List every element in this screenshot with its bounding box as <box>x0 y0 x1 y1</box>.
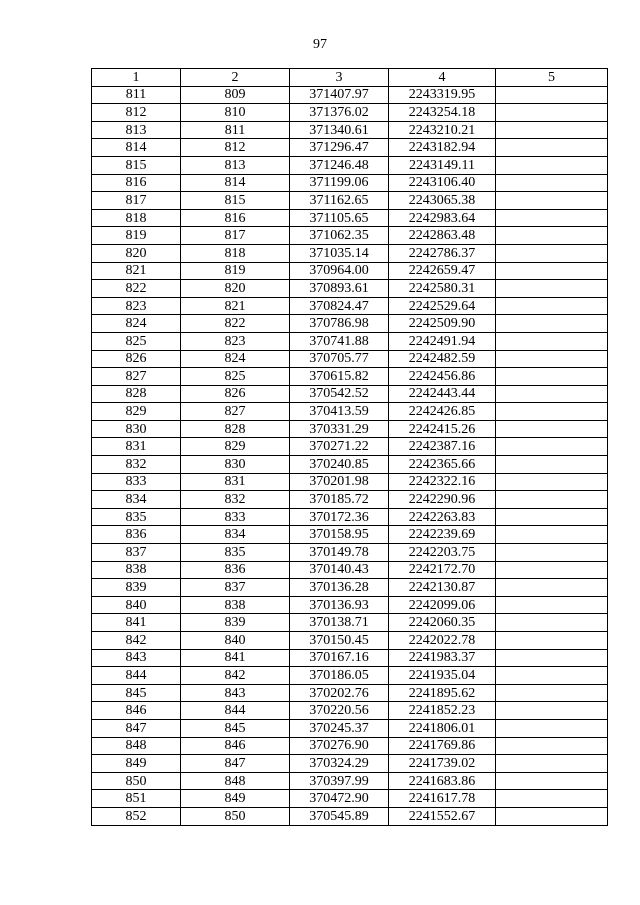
table-cell: 2242172.70 <box>389 561 496 579</box>
table-cell: 841 <box>181 649 290 667</box>
table-cell: 2242130.87 <box>389 579 496 597</box>
table-cell: 2242983.64 <box>389 209 496 227</box>
table-cell <box>496 596 608 614</box>
table-row <box>92 456 608 474</box>
table-cell: 2241983.37 <box>389 649 496 667</box>
table-cell: 823 <box>92 297 181 315</box>
table-cell: 835 <box>181 544 290 562</box>
table-cell: 832 <box>92 456 181 474</box>
table-cell: 371035.14 <box>290 244 389 262</box>
table-cell: 817 <box>92 192 181 210</box>
table-cell: 819 <box>181 262 290 280</box>
table-cell <box>496 104 608 122</box>
table-cell: 370413.59 <box>290 403 389 421</box>
table-cell: 816 <box>181 209 290 227</box>
table-row <box>92 86 608 104</box>
table-cell <box>496 772 608 790</box>
table-cell: 2242482.59 <box>389 350 496 368</box>
table-cell: 828 <box>92 385 181 403</box>
table-cell: 817 <box>181 227 290 245</box>
table-cell: 2242099.06 <box>389 596 496 614</box>
table-cell: 839 <box>181 614 290 632</box>
table-cell: 370136.93 <box>290 596 389 614</box>
table-cell: 2242509.90 <box>389 315 496 333</box>
table-row <box>92 702 608 720</box>
table-cell: 370615.82 <box>290 368 389 386</box>
table-cell: 370201.98 <box>290 473 389 491</box>
table-cell: 2242580.31 <box>389 280 496 298</box>
table-cell: 845 <box>92 684 181 702</box>
table-cell: 370705.77 <box>290 350 389 368</box>
table-cell <box>496 297 608 315</box>
table-cell <box>496 262 608 280</box>
table-cell: 810 <box>181 104 290 122</box>
table-cell: 819 <box>92 227 181 245</box>
table-row <box>92 350 608 368</box>
table-row <box>92 121 608 139</box>
table-cell: 370149.78 <box>290 544 389 562</box>
table-row <box>92 403 608 421</box>
table-cell: 2242415.26 <box>389 420 496 438</box>
table-cell: 370824.47 <box>290 297 389 315</box>
table-cell: 811 <box>92 86 181 104</box>
table-cell: 370741.88 <box>290 332 389 350</box>
table-cell <box>496 807 608 825</box>
column-header: 4 <box>389 69 496 87</box>
table-cell: 852 <box>92 807 181 825</box>
table-row <box>92 385 608 403</box>
table-cell: 847 <box>181 755 290 773</box>
table-cell: 846 <box>181 737 290 755</box>
table-cell: 2242529.64 <box>389 297 496 315</box>
table-cell: 816 <box>92 174 181 192</box>
table-row <box>92 139 608 157</box>
table-cell <box>496 280 608 298</box>
table-cell: 2242022.78 <box>389 632 496 650</box>
table-cell: 370220.56 <box>290 702 389 720</box>
table-cell: 838 <box>92 561 181 579</box>
table-row <box>92 262 608 280</box>
table-cell: 2241935.04 <box>389 667 496 685</box>
table-cell <box>496 719 608 737</box>
table-cell: 370545.89 <box>290 807 389 825</box>
table-cell <box>496 121 608 139</box>
table-cell: 370964.00 <box>290 262 389 280</box>
table-cell: 2243182.94 <box>389 139 496 157</box>
table-cell: 371062.35 <box>290 227 389 245</box>
table-row <box>92 332 608 350</box>
table-cell: 814 <box>92 139 181 157</box>
table-cell: 821 <box>181 297 290 315</box>
table-cell <box>496 614 608 632</box>
table-cell: 370202.76 <box>290 684 389 702</box>
table-cell: 833 <box>181 508 290 526</box>
table-cell: 848 <box>181 772 290 790</box>
table-row <box>92 649 608 667</box>
table-cell <box>496 156 608 174</box>
table-cell: 2241617.78 <box>389 790 496 808</box>
table-cell: 370472.90 <box>290 790 389 808</box>
table-cell <box>496 227 608 245</box>
table-cell <box>496 755 608 773</box>
table-row <box>92 297 608 315</box>
table-cell: 371162.65 <box>290 192 389 210</box>
table-cell: 848 <box>92 737 181 755</box>
table-cell: 840 <box>181 632 290 650</box>
table-cell: 820 <box>92 244 181 262</box>
table-cell: 834 <box>92 491 181 509</box>
table-cell: 2242322.16 <box>389 473 496 491</box>
table-cell: 2242263.83 <box>389 508 496 526</box>
table-cell: 371105.65 <box>290 209 389 227</box>
table-cell: 837 <box>181 579 290 597</box>
table-cell: 846 <box>92 702 181 720</box>
table-cell: 824 <box>181 350 290 368</box>
table-row <box>92 790 608 808</box>
table-cell: 2242290.96 <box>389 491 496 509</box>
table-cell: 832 <box>181 491 290 509</box>
table-row <box>92 579 608 597</box>
table-cell <box>496 508 608 526</box>
table-cell: 2241769.86 <box>389 737 496 755</box>
table-cell: 370324.29 <box>290 755 389 773</box>
table-cell: 825 <box>92 332 181 350</box>
table-cell <box>496 526 608 544</box>
table-row <box>92 614 608 632</box>
table-cell: 370172.36 <box>290 508 389 526</box>
table-cell <box>496 684 608 702</box>
table-cell: 2241739.02 <box>389 755 496 773</box>
table-cell <box>496 790 608 808</box>
table-cell <box>496 403 608 421</box>
table-cell: 831 <box>181 473 290 491</box>
table-cell: 830 <box>92 420 181 438</box>
table-cell: 370542.52 <box>290 385 389 403</box>
table-cell: 830 <box>181 456 290 474</box>
table-cell: 809 <box>181 86 290 104</box>
table-cell: 370186.05 <box>290 667 389 685</box>
table-cell <box>496 174 608 192</box>
table-cell: 371407.97 <box>290 86 389 104</box>
table-cell <box>496 438 608 456</box>
table-row <box>92 156 608 174</box>
table-cell: 370245.37 <box>290 719 389 737</box>
table-cell: 370138.71 <box>290 614 389 632</box>
table-cell: 826 <box>181 385 290 403</box>
table-cell: 370271.22 <box>290 438 389 456</box>
table-cell: 836 <box>181 561 290 579</box>
table-row <box>92 244 608 262</box>
table-cell: 370150.45 <box>290 632 389 650</box>
table-cell: 370158.95 <box>290 526 389 544</box>
table-cell: 842 <box>181 667 290 685</box>
table-cell: 2242426.85 <box>389 403 496 421</box>
table-cell: 825 <box>181 368 290 386</box>
table-cell: 813 <box>181 156 290 174</box>
table-cell: 839 <box>92 579 181 597</box>
table-row <box>92 473 608 491</box>
table-cell: 823 <box>181 332 290 350</box>
table-row <box>92 755 608 773</box>
table-cell: 371376.02 <box>290 104 389 122</box>
table-row <box>92 192 608 210</box>
table-cell: 371246.48 <box>290 156 389 174</box>
table-cell <box>496 209 608 227</box>
table-cell <box>496 544 608 562</box>
table-cell <box>496 368 608 386</box>
table-cell: 2243149.11 <box>389 156 496 174</box>
table-row <box>92 209 608 227</box>
table-cell: 2243106.40 <box>389 174 496 192</box>
table-cell: 2242491.94 <box>389 332 496 350</box>
table-cell: 2242203.75 <box>389 544 496 562</box>
table-cell: 2242365.66 <box>389 456 496 474</box>
table-cell: 812 <box>181 139 290 157</box>
column-header: 2 <box>181 69 290 87</box>
table-cell: 370136.28 <box>290 579 389 597</box>
table-cell <box>496 491 608 509</box>
table-row <box>92 807 608 825</box>
table-cell: 370331.29 <box>290 420 389 438</box>
table-row <box>92 719 608 737</box>
table-cell: 371296.47 <box>290 139 389 157</box>
table-cell: 2242786.37 <box>389 244 496 262</box>
table-row <box>92 596 608 614</box>
table-cell: 2242060.35 <box>389 614 496 632</box>
table-cell: 370786.98 <box>290 315 389 333</box>
table-cell: 845 <box>181 719 290 737</box>
table-cell: 371199.06 <box>290 174 389 192</box>
table-cell <box>496 385 608 403</box>
table-row <box>92 438 608 456</box>
table-cell: 812 <box>92 104 181 122</box>
table-row <box>92 315 608 333</box>
table-cell: 837 <box>92 544 181 562</box>
table-cell: 370185.72 <box>290 491 389 509</box>
table-cell <box>496 192 608 210</box>
table-row <box>92 561 608 579</box>
table-cell <box>496 632 608 650</box>
table-row <box>92 667 608 685</box>
table-cell: 844 <box>92 667 181 685</box>
column-header: 1 <box>92 69 181 87</box>
table-cell: 847 <box>92 719 181 737</box>
table-cell: 2243065.38 <box>389 192 496 210</box>
table-cell: 2241895.62 <box>389 684 496 702</box>
table-cell: 834 <box>181 526 290 544</box>
table-cell: 824 <box>92 315 181 333</box>
table-cell <box>496 139 608 157</box>
table-cell: 833 <box>92 473 181 491</box>
table-cell: 820 <box>181 280 290 298</box>
table-cell: 827 <box>181 403 290 421</box>
table-cell: 818 <box>181 244 290 262</box>
table-cell: 2241552.67 <box>389 807 496 825</box>
table-cell: 2243210.21 <box>389 121 496 139</box>
table-row <box>92 227 608 245</box>
table-cell: 811 <box>181 121 290 139</box>
column-header: 3 <box>290 69 389 87</box>
table-header-row <box>92 69 608 87</box>
table-cell: 815 <box>92 156 181 174</box>
table-row <box>92 508 608 526</box>
table-cell: 842 <box>92 632 181 650</box>
table-cell <box>496 579 608 597</box>
table-row <box>92 420 608 438</box>
table-cell <box>496 456 608 474</box>
table-row <box>92 684 608 702</box>
table-cell: 370893.61 <box>290 280 389 298</box>
table-row <box>92 491 608 509</box>
table-cell: 2241683.86 <box>389 772 496 790</box>
table-cell: 829 <box>92 403 181 421</box>
table-row <box>92 737 608 755</box>
table-cell: 370140.43 <box>290 561 389 579</box>
table-cell <box>496 315 608 333</box>
table-cell: 815 <box>181 192 290 210</box>
table-row <box>92 280 608 298</box>
table-cell: 843 <box>181 684 290 702</box>
table-cell: 2242443.44 <box>389 385 496 403</box>
table-cell: 849 <box>181 790 290 808</box>
table-row <box>92 174 608 192</box>
table-cell <box>496 473 608 491</box>
table-cell: 818 <box>92 209 181 227</box>
table-cell: 851 <box>92 790 181 808</box>
table-cell <box>496 332 608 350</box>
table-cell <box>496 667 608 685</box>
table-cell: 2241806.01 <box>389 719 496 737</box>
table-cell: 370167.16 <box>290 649 389 667</box>
table-cell: 828 <box>181 420 290 438</box>
table-cell: 370276.90 <box>290 737 389 755</box>
table-row <box>92 632 608 650</box>
table-cell: 2242387.16 <box>389 438 496 456</box>
table-cell <box>496 86 608 104</box>
table-cell: 370397.99 <box>290 772 389 790</box>
table-row <box>92 772 608 790</box>
table-cell: 2242239.69 <box>389 526 496 544</box>
table-cell <box>496 420 608 438</box>
table-cell <box>496 702 608 720</box>
table-cell: 821 <box>92 262 181 280</box>
table-cell: 831 <box>92 438 181 456</box>
table-cell: 829 <box>181 438 290 456</box>
table-cell: 2242456.86 <box>389 368 496 386</box>
table-cell: 813 <box>92 121 181 139</box>
table-cell: 836 <box>92 526 181 544</box>
page-number: 97 <box>313 37 327 52</box>
table-cell: 2241852.23 <box>389 702 496 720</box>
table-cell: 2243254.18 <box>389 104 496 122</box>
table-row <box>92 104 608 122</box>
table-cell: 822 <box>181 315 290 333</box>
table-cell: 840 <box>92 596 181 614</box>
table-cell <box>496 737 608 755</box>
table-cell: 838 <box>181 596 290 614</box>
table-cell: 835 <box>92 508 181 526</box>
table-cell <box>496 649 608 667</box>
table-cell <box>496 350 608 368</box>
column-header: 5 <box>496 69 608 87</box>
table-cell: 827 <box>92 368 181 386</box>
table-row <box>92 368 608 386</box>
table-cell: 2242659.47 <box>389 262 496 280</box>
table-cell: 850 <box>92 772 181 790</box>
table-cell: 849 <box>92 755 181 773</box>
table-body <box>92 86 608 825</box>
table-cell: 370240.85 <box>290 456 389 474</box>
table-row <box>92 544 608 562</box>
table-cell: 841 <box>92 614 181 632</box>
table-cell: 826 <box>92 350 181 368</box>
table-cell: 2242863.48 <box>389 227 496 245</box>
table-row <box>92 526 608 544</box>
table-cell <box>496 244 608 262</box>
table-cell: 844 <box>181 702 290 720</box>
table-cell: 371340.61 <box>290 121 389 139</box>
table-cell: 822 <box>92 280 181 298</box>
table-cell: 843 <box>92 649 181 667</box>
table-cell: 850 <box>181 807 290 825</box>
coordinates-table <box>91 68 608 826</box>
table-cell <box>496 561 608 579</box>
table-cell: 2243319.95 <box>389 86 496 104</box>
table-cell: 814 <box>181 174 290 192</box>
